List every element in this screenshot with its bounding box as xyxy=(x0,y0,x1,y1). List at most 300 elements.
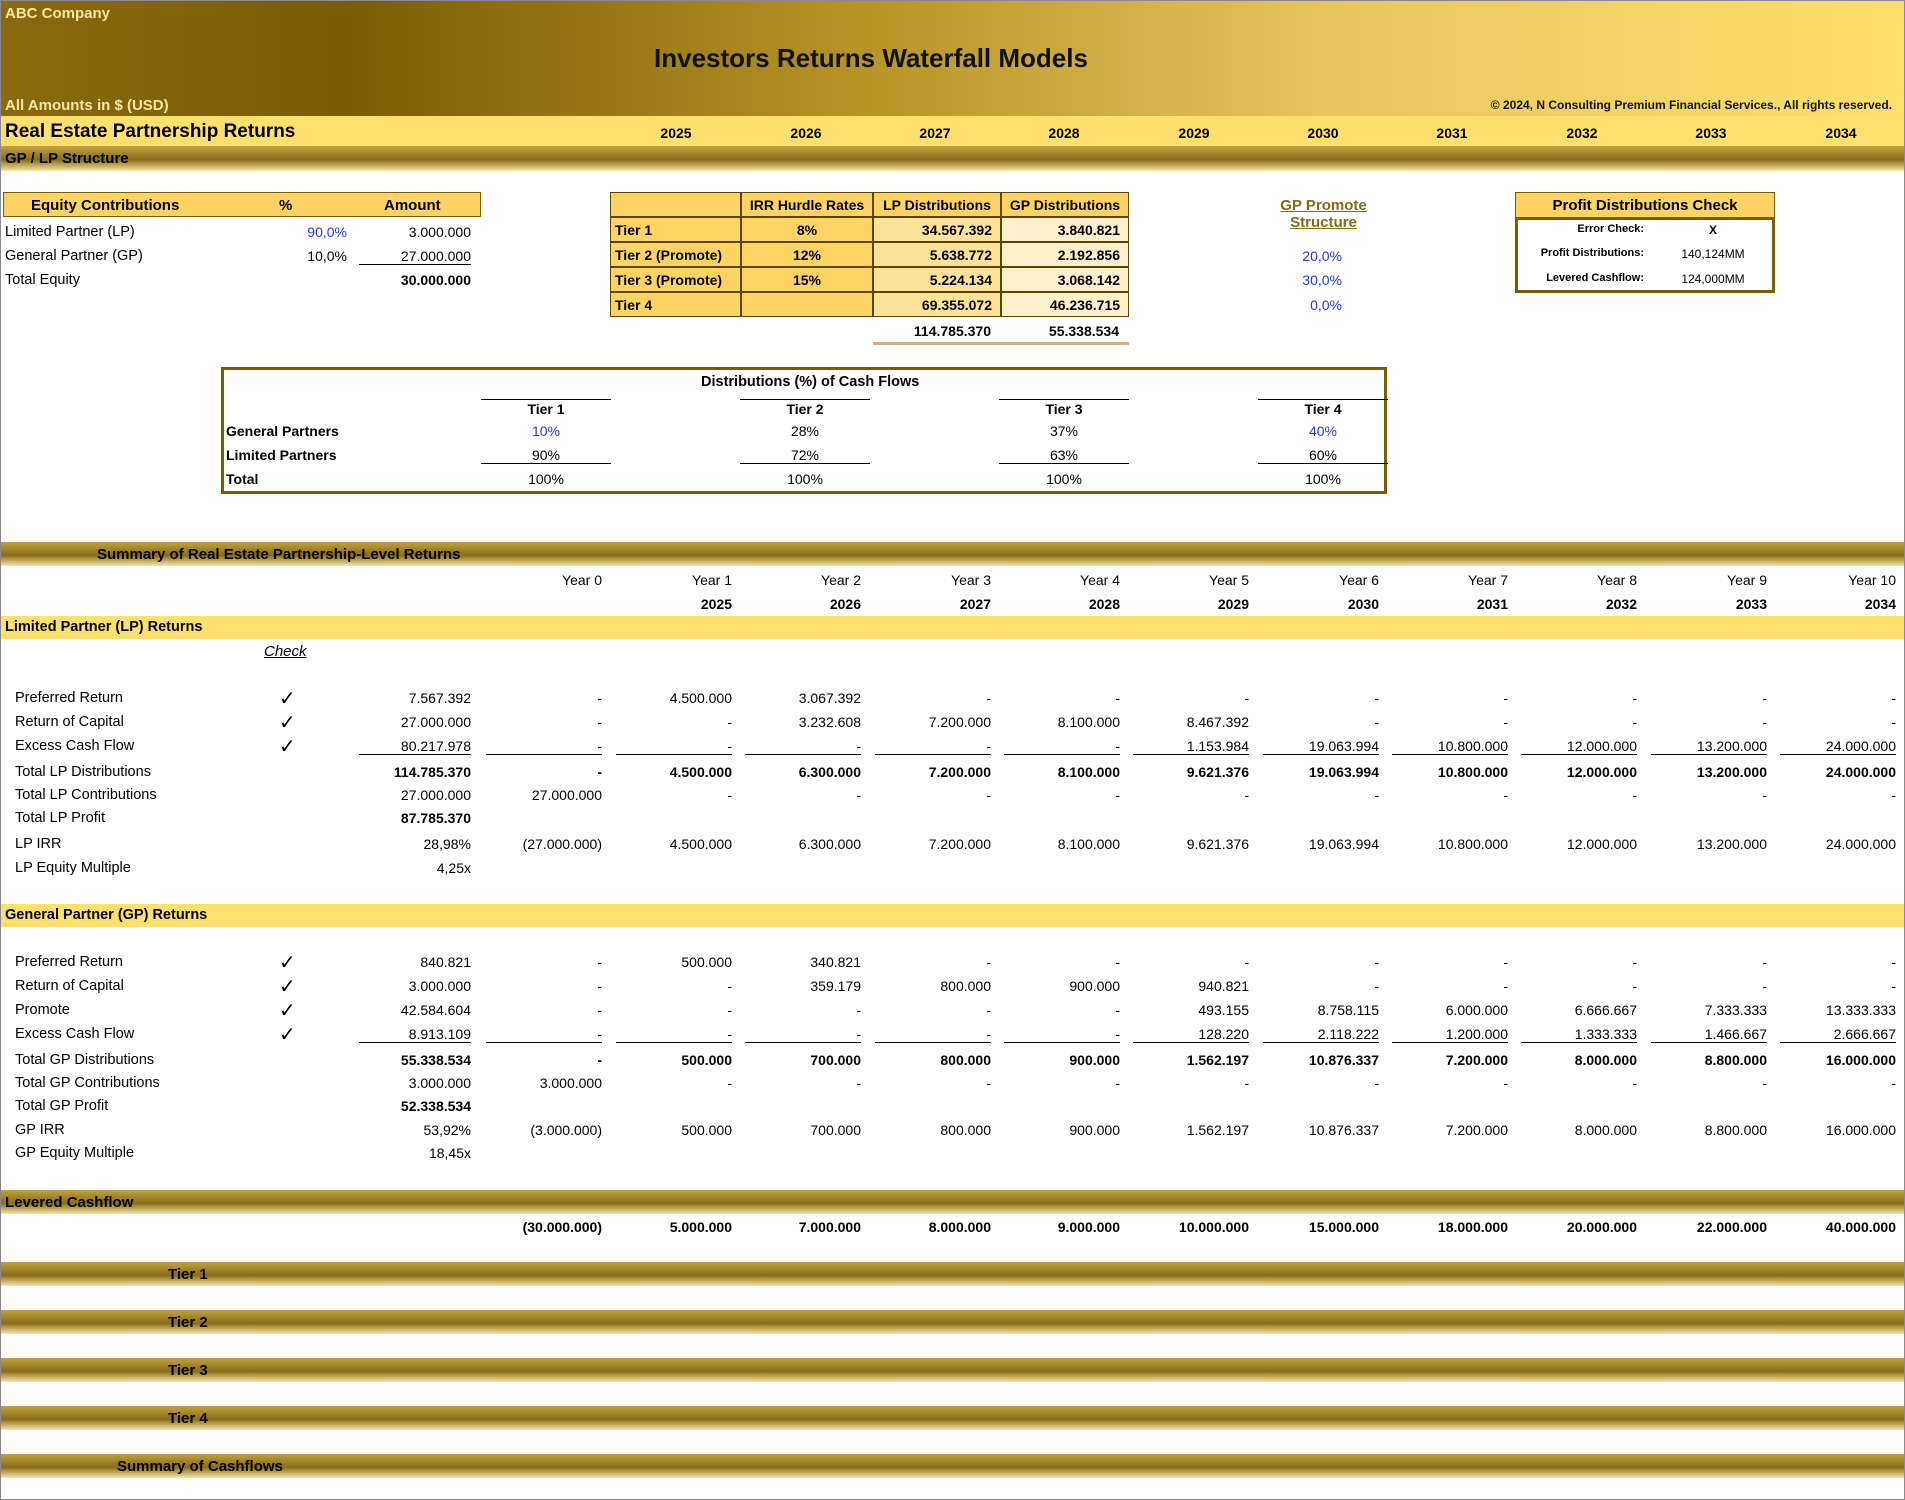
check-icon: ✓ xyxy=(279,1000,296,1022)
summary-row-total: 53,92% xyxy=(423,1122,471,1138)
profit-check-row-label: Profit Distributions: xyxy=(1540,247,1644,259)
levered-cell: 22.000.000 xyxy=(1696,1219,1767,1235)
bottom-section-band xyxy=(1,1454,1904,1478)
summary-row-total: 3.000.000 xyxy=(408,978,471,994)
summary-year-number: 2026 xyxy=(829,596,861,612)
currency-note: All Amounts in $ (USD) xyxy=(5,97,169,114)
summary-cell: - xyxy=(1632,787,1637,803)
summary-cell: - xyxy=(986,1002,991,1018)
dist-tier-header: Tier 3 xyxy=(999,399,1129,417)
top-year-cell: 2027 xyxy=(919,125,951,141)
summary-cell: 19.063.994 xyxy=(1308,764,1379,780)
equity-header-label: Equity Contributions xyxy=(31,197,180,214)
summary-cell: 24.000.000 xyxy=(1825,764,1896,780)
equity-row-label: Limited Partner (LP) xyxy=(5,224,135,240)
summary-cell: - xyxy=(1632,714,1637,730)
dist-cell: 60% xyxy=(1258,447,1388,464)
equity-header-amount: Amount xyxy=(384,197,441,214)
summary-row-total: 55.338.534 xyxy=(400,1052,471,1068)
tier-row-irr: 8% xyxy=(741,217,873,242)
summary-cell: - xyxy=(1891,690,1896,706)
summary-cell: 10.800.000 xyxy=(1437,764,1508,780)
check-icon: ✓ xyxy=(279,976,296,998)
summary-year-label: Year 1 xyxy=(692,572,732,588)
summary-cell: - xyxy=(1632,978,1637,994)
dist-cell: 40% xyxy=(1308,423,1338,439)
summary-cell: - xyxy=(1503,1075,1508,1091)
tier-row-gp: 2.192.856 xyxy=(1001,242,1129,267)
summary-row-label: Total LP Profit xyxy=(15,810,106,826)
promote-value: 20,0% xyxy=(1302,248,1342,264)
summary-cell: - xyxy=(875,738,991,755)
summary-row-total: 28,98% xyxy=(423,836,471,852)
summary-cell: 7.200.000 xyxy=(928,836,991,852)
equity-row-pct: 10,0% xyxy=(307,248,347,264)
summary-cell: 7.200.000 xyxy=(928,714,991,730)
summary-cell: - xyxy=(1374,690,1379,706)
summary-cell: - xyxy=(1115,1002,1120,1018)
bottom-section-title: Tier 3 xyxy=(168,1362,208,1379)
summary-cell: - xyxy=(1503,954,1508,970)
summary-cell: 16.000.000 xyxy=(1825,1052,1896,1068)
dist-tier-header: Tier 1 xyxy=(481,399,611,417)
dist-cell: 63% xyxy=(999,447,1129,464)
summary-cell: 8.800.000 xyxy=(1704,1122,1767,1138)
summary-cell: 700.000 xyxy=(810,1122,861,1138)
summary-cell: 24.000.000 xyxy=(1825,836,1896,852)
summary-cell: 7.200.000 xyxy=(1445,1122,1508,1138)
promote-value: 0,0% xyxy=(1310,297,1342,313)
gp-returns-title: General Partner (GP) Returns xyxy=(5,907,208,923)
summary-cell: 128.220 xyxy=(1133,1026,1249,1043)
summary-cell: 359.179 xyxy=(810,978,861,994)
dist-tier-header: Tier 2 xyxy=(740,399,870,417)
summary-cell: - xyxy=(745,1026,861,1043)
bottom-section-band xyxy=(1,1406,1904,1430)
summary-cell: 8.100.000 xyxy=(1057,714,1120,730)
dist-pct-title: Distributions (%) of Cash Flows xyxy=(701,374,920,390)
levered-title: Levered Cashflow xyxy=(5,1194,134,1211)
summary-cell: (3.000.000) xyxy=(530,1122,602,1138)
summary-cell: - xyxy=(1244,787,1249,803)
summary-cell: - xyxy=(986,787,991,803)
summary-cell: 8.100.000 xyxy=(1057,836,1120,852)
summary-cell: 493.155 xyxy=(1198,1002,1249,1018)
lp-returns-band xyxy=(1,616,1904,639)
summary-cell: 10.800.000 xyxy=(1392,738,1508,755)
summary-cell: - xyxy=(1632,954,1637,970)
summary-row-label: Total GP Profit xyxy=(15,1098,109,1114)
summary-cell: 8.800.000 xyxy=(1704,1052,1767,1068)
summary-row-label: GP Equity Multiple xyxy=(15,1145,135,1161)
top-year-cell: 2026 xyxy=(790,125,822,141)
levered-cell: 15.000.000 xyxy=(1308,1219,1379,1235)
summary-year-number: 2032 xyxy=(1605,596,1637,612)
summary-cell: 10.876.337 xyxy=(1308,1122,1379,1138)
summary-row-total: 27.000.000 xyxy=(400,787,471,803)
summary-cell: - xyxy=(727,978,732,994)
top-year-cell: 2031 xyxy=(1436,125,1468,141)
summary-cell: - xyxy=(727,1002,732,1018)
summary-cell: - xyxy=(727,1075,732,1091)
summary-row-total: 4,25x xyxy=(436,860,471,876)
profit-check-row-value: X xyxy=(1708,223,1717,237)
summary-row-label: Promote xyxy=(15,1002,70,1018)
summary-cell: 10.800.000 xyxy=(1437,836,1508,852)
summary-cell: - xyxy=(745,738,861,755)
dist-cell: 100% xyxy=(787,471,823,487)
top-year-cell: 2028 xyxy=(1048,125,1080,141)
summary-cell: 7.200.000 xyxy=(1445,1052,1508,1068)
summary-cell: - xyxy=(1244,690,1249,706)
summary-cell: 13.333.333 xyxy=(1825,1002,1896,1018)
copyright: © 2024, N Consulting Premium Financial Services., All rights reserved. xyxy=(1490,98,1892,112)
summary-cell: - xyxy=(1891,787,1896,803)
summary-cell: 1.562.197 xyxy=(1186,1122,1249,1138)
levered-cell: 9.000.000 xyxy=(1057,1219,1120,1235)
summary-cell: - xyxy=(1374,1075,1379,1091)
levered-cell: 40.000.000 xyxy=(1825,1219,1896,1235)
summary-cell: 900.000 xyxy=(1069,1122,1120,1138)
levered-cell: 8.000.000 xyxy=(928,1219,991,1235)
dist-cell: 10% xyxy=(531,423,561,439)
summary-row-label: LP IRR xyxy=(15,836,62,852)
dist-cell: 37% xyxy=(1049,423,1079,439)
summary-cell: - xyxy=(1244,954,1249,970)
summary-cell: - xyxy=(856,1075,861,1091)
summary-cell: - xyxy=(616,1026,732,1043)
summary-year-label: Year 4 xyxy=(1080,572,1120,588)
dist-cell: 90% xyxy=(481,447,611,464)
summary-cell: 13.200.000 xyxy=(1696,764,1767,780)
summary-row-total: 52.338.534 xyxy=(400,1098,471,1114)
company-name: ABC Company xyxy=(5,5,111,22)
summary-cell: - xyxy=(1762,787,1767,803)
summary-cell: 19.063.994 xyxy=(1263,738,1379,755)
summary-row-total: 42.584.604 xyxy=(400,1002,471,1018)
dist-cell: 28% xyxy=(790,423,820,439)
summary-cell: 12.000.000 xyxy=(1521,738,1637,755)
tier-row-irr xyxy=(741,292,873,317)
summary-row-total: 114.785.370 xyxy=(393,764,471,780)
summary-cell: 4.500.000 xyxy=(669,764,732,780)
check-icon: ✓ xyxy=(279,712,296,734)
page-title: Investors Returns Waterfall Models xyxy=(654,43,1088,73)
equity-row-amount: 30.000.000 xyxy=(400,272,471,288)
levered-cell: 10.000.000 xyxy=(1178,1219,1249,1235)
top-year-cell: 2032 xyxy=(1566,125,1598,141)
summary-row-total: 18,45x xyxy=(428,1145,471,1161)
section-title: Real Estate Partnership Returns xyxy=(5,121,296,142)
summary-cell: 1.562.197 xyxy=(1186,1052,1249,1068)
promote-title: GP Promote Structure xyxy=(1280,197,1367,231)
summary-cell: - xyxy=(1503,978,1508,994)
summary-cell: 800.000 xyxy=(940,1052,991,1068)
tier-row-name: Tier 1 xyxy=(610,217,741,242)
levered-cell: 7.000.000 xyxy=(798,1219,861,1235)
summary-row-total: 8.913.109 xyxy=(359,1026,471,1043)
summary-year-number: 2025 xyxy=(700,596,732,612)
tier-row-name: Tier 3 (Promote) xyxy=(610,267,741,292)
summary-cell: 340.821 xyxy=(810,954,861,970)
summary-cell: 500.000 xyxy=(681,1122,732,1138)
summary-row-label: Total LP Contributions xyxy=(15,787,157,803)
summary-cell: - xyxy=(1374,787,1379,803)
summary-year-label: Year 9 xyxy=(1727,572,1767,588)
equity-row-pct: 90,0% xyxy=(307,224,347,240)
summary-year-label: Year 8 xyxy=(1597,572,1637,588)
tier-row-name: Tier 4 xyxy=(610,292,741,317)
levered-cell: 20.000.000 xyxy=(1566,1219,1637,1235)
summary-row-total: 3.000.000 xyxy=(408,1075,471,1091)
summary-cell: 8.000.000 xyxy=(1574,1122,1637,1138)
tier-row-irr: 15% xyxy=(741,267,873,292)
equity-row-amount: 27.000.000 xyxy=(359,248,471,265)
summary-cell: 800.000 xyxy=(940,978,991,994)
summary-cell: - xyxy=(597,764,602,780)
summary-cell: - xyxy=(1632,690,1637,706)
check-icon: ✓ xyxy=(279,952,296,974)
summary-cell: 1.333.333 xyxy=(1521,1026,1637,1043)
summary-row-label: Excess Cash Flow xyxy=(15,1026,135,1042)
tier-row-lp: 5.224.134 xyxy=(873,267,1001,292)
summary-cell: 940.821 xyxy=(1198,978,1249,994)
tier-row-gp: 3.068.142 xyxy=(1001,267,1129,292)
tier-row-lp: 34.567.392 xyxy=(873,217,1001,242)
levered-cell: 5.000.000 xyxy=(669,1219,732,1235)
summary-cell: - xyxy=(1503,787,1508,803)
levered-cell: (30.000.000) xyxy=(522,1219,602,1235)
top-year-cell: 2034 xyxy=(1825,125,1857,141)
summary-cell: 800.000 xyxy=(940,1122,991,1138)
summary-year-label: Year 5 xyxy=(1209,572,1249,588)
summary-cell: 8.758.115 xyxy=(1317,1002,1379,1018)
bottom-section-title: Summary of Cashflows xyxy=(117,1458,283,1475)
summary-cell: 900.000 xyxy=(1069,978,1120,994)
tier-row-name: Tier 2 (Promote) xyxy=(610,242,741,267)
summary-cell: 4.500.000 xyxy=(669,690,732,706)
tiers-total-gp: 55.338.534 xyxy=(1048,323,1119,339)
summary-cell: 1.466.667 xyxy=(1651,1026,1767,1043)
summary-year-number: 2031 xyxy=(1476,596,1508,612)
dist-row-label: General Partners xyxy=(226,423,339,439)
check-icon: ✓ xyxy=(279,736,296,758)
summary-cell: - xyxy=(1762,978,1767,994)
summary-cell: - xyxy=(1503,690,1508,706)
bottom-section-band xyxy=(1,1358,1904,1382)
gp-lp-structure-label: GP / LP Structure xyxy=(5,150,129,167)
summary-cell: 3.067.392 xyxy=(798,690,861,706)
summary-cell: 12.000.000 xyxy=(1566,764,1637,780)
summary-cell: 13.200.000 xyxy=(1651,738,1767,755)
tier-row-lp: 69.355.072 xyxy=(873,292,1001,317)
summary-cell: 19.063.994 xyxy=(1308,836,1379,852)
summary-row-label: GP IRR xyxy=(15,1122,65,1138)
bottom-section-band xyxy=(1,1262,1904,1286)
summary-cell: 10.876.337 xyxy=(1308,1052,1379,1068)
promote-value: 30,0% xyxy=(1302,272,1342,288)
tiers-total-lp: 114.785.370 xyxy=(913,323,991,339)
check-icon: ✓ xyxy=(279,688,296,710)
summary-cell: - xyxy=(597,1052,602,1068)
check-label: Check xyxy=(264,643,307,660)
summary-cell: 6.666.667 xyxy=(1574,1002,1637,1018)
summary-row-label: LP Equity Multiple xyxy=(15,860,131,876)
summary-cell: - xyxy=(1891,978,1896,994)
gp-lp-structure-band xyxy=(1,146,1904,171)
summary-cell: - xyxy=(986,954,991,970)
tiers-header-h_gp: GP Distributions xyxy=(1001,192,1129,217)
summary-cell: - xyxy=(727,714,732,730)
summary-cell: - xyxy=(1891,1075,1896,1091)
summary-year-label: Year 10 xyxy=(1848,572,1896,588)
summary-year-label: Year 0 xyxy=(562,572,602,588)
tier-row-gp: 46.236.715 xyxy=(1001,292,1129,317)
summary-cell: - xyxy=(986,1075,991,1091)
dist-cell: 72% xyxy=(740,447,870,464)
summary-year-label: Year 7 xyxy=(1468,572,1508,588)
summary-cell: 3.232.608 xyxy=(798,714,861,730)
lp-returns-title: Limited Partner (LP) Returns xyxy=(5,619,203,635)
tiers-header-h_irr: IRR Hurdle Rates xyxy=(741,192,873,217)
summary-cell: 12.000.000 xyxy=(1566,836,1637,852)
summary-cell: 24.000.000 xyxy=(1780,738,1896,755)
bottom-section-title: Tier 4 xyxy=(168,1410,208,1427)
summary-year-number: 2030 xyxy=(1347,596,1379,612)
top-year-cell: 2025 xyxy=(660,125,692,141)
summary-cell: 2.666.667 xyxy=(1780,1026,1896,1043)
levered-band xyxy=(1,1190,1904,1214)
dist-cell: 100% xyxy=(1305,471,1341,487)
summary-cell: - xyxy=(597,954,602,970)
equity-row-label: General Partner (GP) xyxy=(5,248,143,264)
summary-cell: 9.621.376 xyxy=(1186,764,1249,780)
summary-cell: 7.200.000 xyxy=(928,764,991,780)
summary-cell: - xyxy=(1762,714,1767,730)
equity-row-amount: 3.000.000 xyxy=(408,224,471,240)
summary-cell: - xyxy=(875,1026,991,1043)
summary-cell: - xyxy=(597,714,602,730)
summary-year-number: 2027 xyxy=(959,596,991,612)
summary-year-label: Year 2 xyxy=(821,572,861,588)
summary-cell: 2.118.222 xyxy=(1263,1026,1379,1043)
top-year-cell: 2033 xyxy=(1695,125,1727,141)
summary-row-total: 80.217.978 xyxy=(359,738,471,755)
summary-cell: 6.000.000 xyxy=(1445,1002,1508,1018)
summary-cell: 6.300.000 xyxy=(798,764,861,780)
summary-cell: - xyxy=(1762,1075,1767,1091)
equity-header-pct: % xyxy=(279,197,293,214)
summary-row-total: 27.000.000 xyxy=(400,714,471,730)
summary-cell: - xyxy=(597,1002,602,1018)
bottom-section-title: Tier 1 xyxy=(168,1266,208,1283)
summary-cell: - xyxy=(1004,738,1120,755)
summary-cell: 900.000 xyxy=(1069,1052,1120,1068)
summary-year-number: 2029 xyxy=(1217,596,1249,612)
summary-row-label: Excess Cash Flow xyxy=(15,738,135,754)
tiers-total-underline xyxy=(873,342,1129,345)
top-year-cell: 2030 xyxy=(1307,125,1339,141)
dist-cell: 100% xyxy=(1046,471,1082,487)
summary-row-label: Return of Capital xyxy=(15,714,124,730)
summary-row-total: 7.567.392 xyxy=(408,690,471,706)
summary-cell: - xyxy=(1374,714,1379,730)
summary-cell: - xyxy=(986,690,991,706)
summary-cell: 3.000.000 xyxy=(539,1075,602,1091)
summary-cell: - xyxy=(856,787,861,803)
profit-check-row-value: 140,124MM xyxy=(1681,247,1745,261)
summary-year-label: Year 6 xyxy=(1339,572,1379,588)
summary-cell: - xyxy=(1115,787,1120,803)
summary-row-label: Total GP Contributions xyxy=(15,1075,160,1091)
summary-row-label: Total GP Distributions xyxy=(15,1052,155,1068)
summary-row-label: Preferred Return xyxy=(15,690,123,706)
summary-cell: - xyxy=(1632,1075,1637,1091)
summary-year-number: 2034 xyxy=(1864,596,1896,612)
summary-cell: 700.000 xyxy=(810,1052,861,1068)
summary-title: Summary of Real Estate Partnership-Level Returns xyxy=(97,546,461,563)
profit-check-title: Profit Distributions Check xyxy=(1552,197,1738,214)
summary-cell: 27.000.000 xyxy=(531,787,602,803)
summary-row-label: Preferred Return xyxy=(15,954,123,970)
summary-row-total: 840.821 xyxy=(420,954,471,970)
summary-cell: 8.000.000 xyxy=(1574,1052,1637,1068)
check-icon: ✓ xyxy=(279,1024,296,1046)
equity-row-label: Total Equity xyxy=(5,272,80,288)
tier-row-gp: 3.840.821 xyxy=(1001,217,1129,242)
summary-cell: 500.000 xyxy=(681,1052,732,1068)
summary-cell: 4.500.000 xyxy=(669,836,732,852)
summary-year-number: 2028 xyxy=(1088,596,1120,612)
summary-cell: 13.200.000 xyxy=(1696,836,1767,852)
summary-cell: - xyxy=(597,978,602,994)
summary-row-label: Return of Capital xyxy=(15,978,124,994)
profit-check-row-value: 124,000MM xyxy=(1681,272,1745,286)
summary-cell: - xyxy=(727,787,732,803)
dist-row-label: Limited Partners xyxy=(226,447,337,463)
summary-cell: 16.000.000 xyxy=(1825,1122,1896,1138)
summary-cell: - xyxy=(1503,714,1508,730)
gp-returns-band xyxy=(1,904,1904,927)
summary-year-number: 2033 xyxy=(1735,596,1767,612)
bottom-section-band xyxy=(1,1310,1904,1334)
summary-cell: - xyxy=(1244,1075,1249,1091)
summary-cell: - xyxy=(597,690,602,706)
summary-year-label: Year 3 xyxy=(951,572,991,588)
tier-row-irr: 12% xyxy=(741,242,873,267)
summary-cell: - xyxy=(486,1026,602,1043)
summary-cell: - xyxy=(1115,954,1120,970)
summary-cell: - xyxy=(1762,690,1767,706)
summary-cell: 500.000 xyxy=(681,954,732,970)
summary-cell: - xyxy=(1891,954,1896,970)
summary-cell: - xyxy=(616,738,732,755)
summary-cell: - xyxy=(856,1002,861,1018)
summary-cell: - xyxy=(1004,1026,1120,1043)
tier-row-lp: 5.638.772 xyxy=(873,242,1001,267)
summary-cell: - xyxy=(1374,954,1379,970)
summary-cell: (27.000.000) xyxy=(522,836,602,852)
bottom-section-title: Tier 2 xyxy=(168,1314,208,1331)
dist-tier-header: Tier 4 xyxy=(1258,399,1388,417)
dist-cell: 100% xyxy=(528,471,564,487)
summary-cell: - xyxy=(1115,1075,1120,1091)
tiers-header-h_lp: LP Distributions xyxy=(873,192,1001,217)
summary-cell: 8.100.000 xyxy=(1057,764,1120,780)
summary-row-label: Total LP Distributions xyxy=(15,764,151,780)
summary-cell: - xyxy=(1891,714,1896,730)
top-year-cell: 2029 xyxy=(1178,125,1210,141)
